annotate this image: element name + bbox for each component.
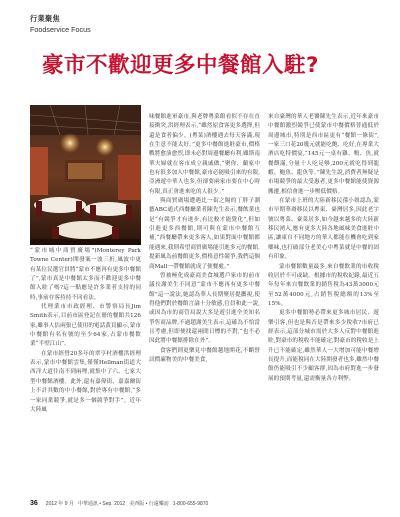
paragraph: 在蒙市上班的大陸新移民孫小姐認為,蒙市早期華裔移民以粵東、臺灣居多,因此老字號以粵菜、臺菜居多,如今越來越多的大陸新移民湧入,應有更多大陸各地風味美食進駐中區,讓東自不同地方的華人都能在機會吃到家鄉味,也打破部分老美心中粵菜就是中餐的固有印象。	[268, 198, 379, 261]
paragraph: 在蒙市經營20多年的翠亨村酒樓洪經理表示,蒙市中餐館雲集,僅僅Hellman街道大西洋大道往南不到兩哩,就集中了六、七家大型中餐館酒樓。此外,還有嘉偉街、嘉嘉爾街上不計其數的中小餐館,對於專有中餐館,“多一家同業競爭,就是多一個競爭對手”。近年大陸風	[30, 350, 141, 413]
footer-publication: 中華通訊 • Sep. 2012	[77, 501, 126, 507]
paragraph: 味餐館進軍豪市,與老牌粵菜館看似不存在直接衝突,洪經理表示,“雖然原食客更多選擇,但還是食者偏少。(粵菜)酒樓遇去每天客滿,現在生意不能太好。”更多中餐館進駐豪市,價格戰將愈演愈烈,即未必對周邊餐廳有利,雖斯南華夫婦就在客市成立親戚做,“聚你、蘭家中也有很多加入中餐館,豪市必能吸引來的有限,亞洲遊中華人也多,但卻要兩家市要在中心時有限,真正會進來吃的人很少。”	[149, 114, 260, 195]
page-number: 36	[30, 500, 38, 507]
article-column-3	[268, 113, 379, 384]
section-title-en: Foodservice Focus	[30, 25, 91, 34]
footer-date: 2012 年 9 月	[45, 501, 74, 507]
paragraph: 蒙市餐館數量最多,來自餐飲業的市收稅收居於不可或缺。根據市的稅收紀錄,最近五年每年來自餐飲業的銷售稅為43萬3000元至52萬4000元,占銷售稅總額的13%至15%。	[268, 263, 379, 307]
paragraph: 更多中餐館勢必帶來更多城市居民、遊樂引客,但也是與否是帶來多少稅收?市府已經表示,這部分城市需於大多人反對中餐館進駐,對豪市的稅收不能確定,對豪市的稅收是上升已不能確定,雖然華人一大增加可能中餐增長提升,而能稅同在大陸開發者也多,雖然中餐館仍能吸引不少顧客群,因為市府對進一步發展的預期考量,還需衡量各方利弊。	[268, 310, 379, 382]
section-header	[30, 14, 91, 34]
paragraph: 與商貿廣場遭遇比一街之隔的丁胖子潮藝ABC通式西餐廳業者陳先生表示,餐飲業也是“有競爭才有進步,有比較才能覺化”,但如引進更多西餐館,則可與在蒙市中餐館互補,“西餐廳帶來更多客人,如果對面中餐館都能遇來,我則希望商貿廣場能引進多元的餐館,提新風為前餐館更多,價格意性競爭,我們這個商Mall一帶餐館就成了便餐處。”	[149, 198, 260, 270]
article-title: 豪市不歡迎更多中餐館入駐?	[42, 53, 319, 78]
footer-edition: 美西版 • 行遠樂訪	[129, 501, 169, 507]
paragraph: 食客們則更樂見中餐館越地開花,不斷營試價廉物美的中餐美食,	[149, 347, 260, 363]
article-column-2	[149, 113, 260, 365]
article-column-1	[30, 247, 141, 415]
paragraph: 代理業市市政經理、市警察局長Jim Smith表示,目前市區登記在冊的餐館共126家,雖事人估兩張已使用的電話黃頁顯示,蒙市中餐館有名有號的至少64家,占蒙市餐飲業“半壁江山”。	[30, 304, 141, 348]
paragraph: 曾被極化成豪商美食城選戶家市的前市議長謝美生不同意“蒙市不應再有更多中餐館”這一說法,她認為華人長期聚居提攜視,使得他們對於餐館言論十分敏感,官員和此一說,或因為市的商管局說大多是遊引進全美知名爭售商品牌,不過趙謝美生表示,這確為不恰當且考慮,但即便找還兩間日標的不對,“也不必因此將中餐館排除在外”。	[149, 272, 260, 345]
page-footer	[30, 500, 370, 507]
section-title-zh: 行業聚焦	[30, 14, 60, 23]
paragraph: “蒙市城中商貿廣場”(Monterey Park Towne Center)開發案一波三折,風波中更有某位民選官員將“蒙市不應再有更多中餐館了”,蒙市真是中餐館太多而不歡迎更多中餐館入駐了嗎?這一點應是許多業者支持的同時,事前存客持持不同看法。	[30, 248, 141, 301]
paragraph: 來自臺灣的華人老饕陳先生表示,近年來豪市中餐館激烈競爭已使蒙市中餐價格普通低於周邊城市,特別是西市區更有“餐館一條街”,一家三口花20幾元就能吃飽、吃好,在專業大酒店吃特價宴,“145元一桌有雞、鴨、魚,就餐饌滿,分量十人吃足够,200元就吃得到龍蝦、鮑魚、龍魚等。”陳先生說,消費者無疑是市場競爭的最大受惠者,更多中餐館能使資源搬遷,相信會進一步壓低價格。	[268, 114, 379, 195]
restaurant-photo	[30, 105, 141, 245]
footer-phone: 1-800-655-9870	[172, 500, 209, 507]
